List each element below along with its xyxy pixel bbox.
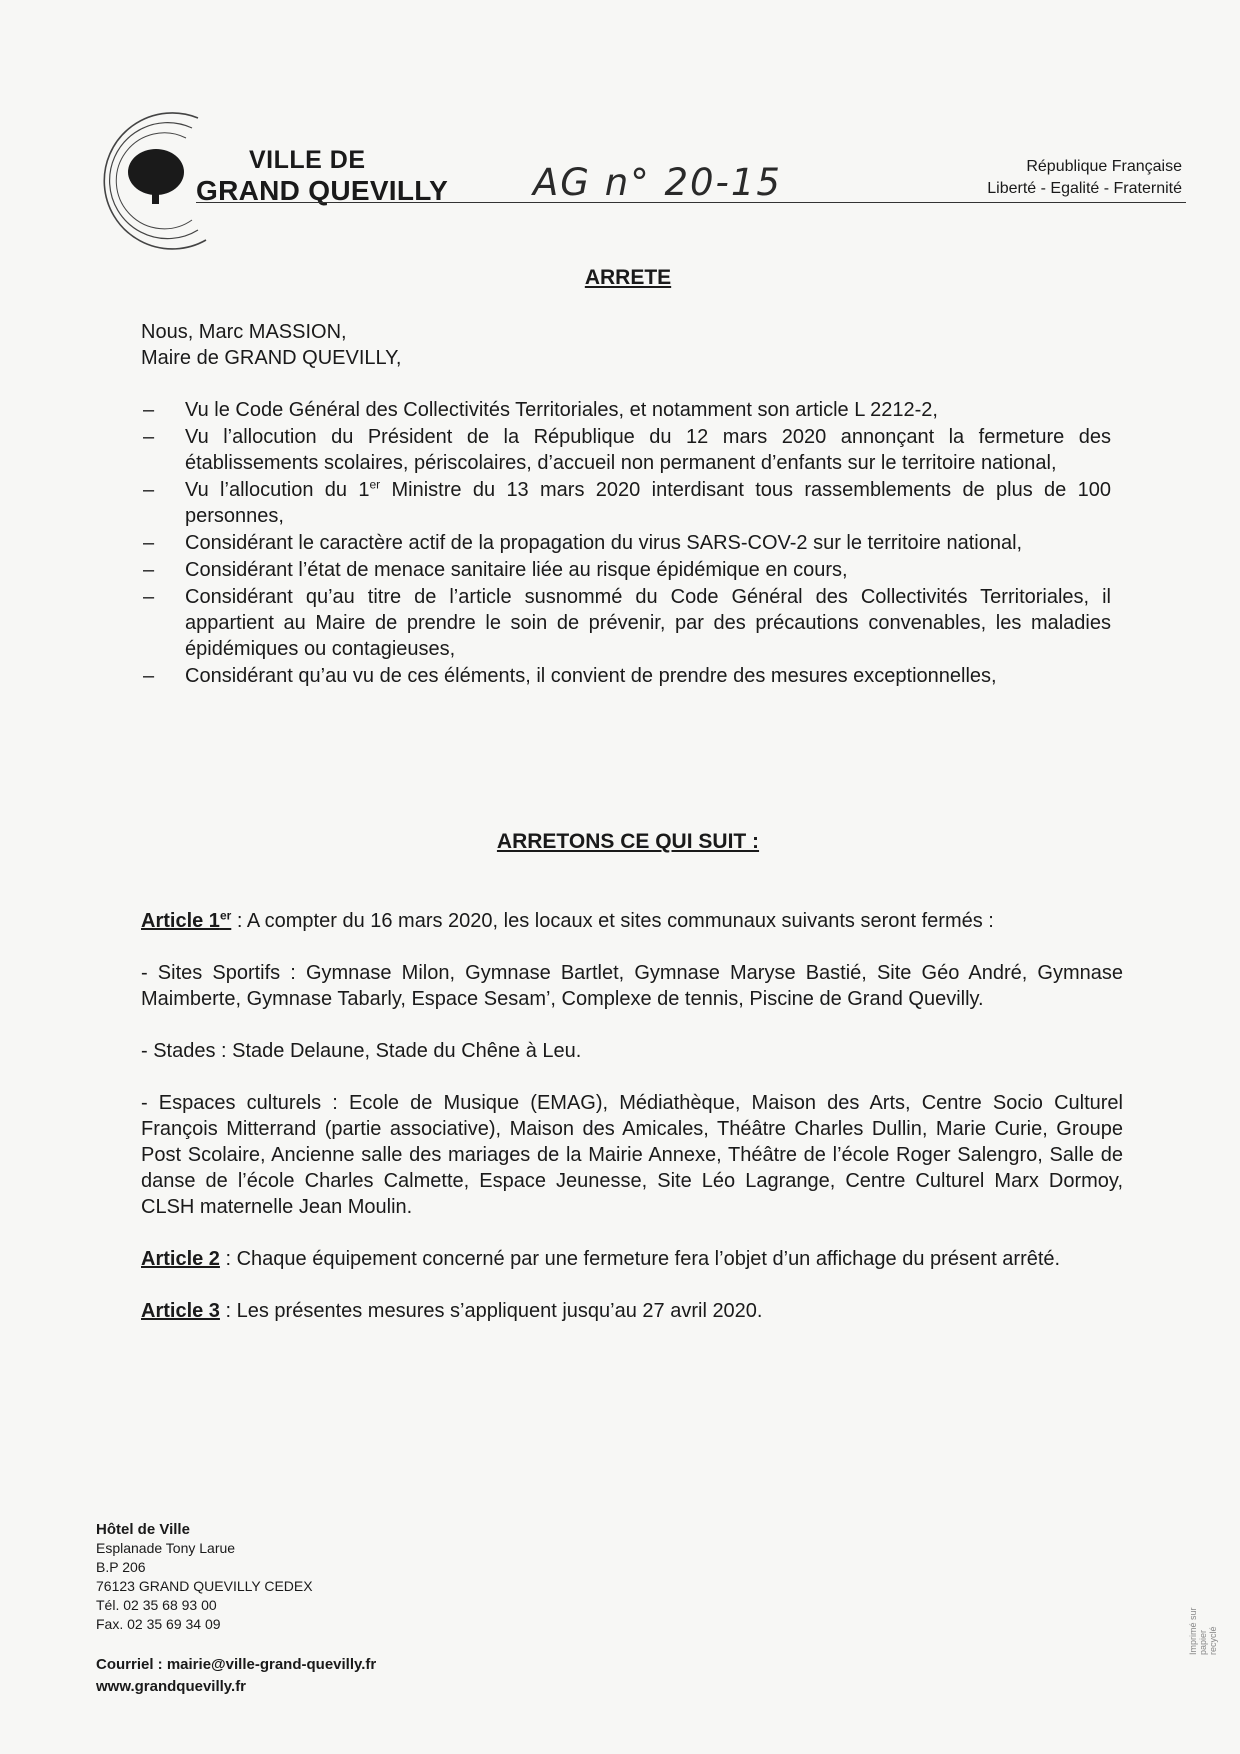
espaces-culturels: - Espaces culturels : Ecole de Musique (EMAG), Médiathèque, Maison des Arts, Centre Socio Culturel François Mitterrand (partie associative), Maison des Amicales, Théâtre Charles Dullin, Marie Curie, Groupe Post Scolaire, Ancienne salle des mariages de la Mairie Annexe, Théâtre de l’école Roger Salengro, Salle de danse de l’école Charles Calmette, Espace Jeunesse, Site Léo Lagrange, Centre Culturel Marx Dormoy, CLSH maternelle Jean Moulin. [141, 1092, 1123, 1218]
republic-line: République Française [1026, 158, 1182, 175]
ministre-sup: er [369, 477, 381, 492]
intro [141, 319, 1123, 371]
city-name: GRAND QUEVILLY [196, 175, 449, 206]
list-item: – Considérant l’état de menace sanitaire liée au risque épidémique en cours, [141, 557, 1111, 583]
document-title: ARRETE [584, 266, 672, 289]
footer-hotel: Hôtel de Ville [96, 1521, 190, 1538]
footer-contact [96, 1654, 376, 1698]
footer-website[interactable]: www.grandquevilly.fr [96, 1678, 247, 1695]
motto-line: Liberté - Egalité - Fraternité [987, 180, 1182, 197]
footer-address-line: Esplanade Tony Larue [96, 1540, 236, 1556]
republic-motto [987, 156, 1182, 200]
article-2 [141, 1246, 1123, 1272]
footer-address [96, 1520, 376, 1698]
recycled-paper-note: Imprimé sur papier recyclé [1188, 1607, 1218, 1655]
list-item: – Vu le Code Général des Collectivités Territoriales, et notamment son article L 2212-2, [141, 397, 1111, 423]
footer-address-line: B.P 206 [96, 1559, 146, 1575]
list-item: – Considérant qu’au titre de l’article susnommé du Code Général des Collectivités Territoriales, il appartient au Maire de prendre le soin de prévenir, par des précautions convenables, les maladies épidémiques ou contagieuses, [141, 584, 1111, 662]
ville-de-label: VILLE DE [249, 146, 366, 174]
article-2-text: : Chaque équipement concerné par une fermeture fera l’objet d’un affichage du présent arrêté. [219, 1248, 1061, 1270]
article-3 [141, 1298, 1123, 1324]
article-1-sup: er [219, 908, 232, 923]
list-item: – Vu l’allocution du Président de la République du 12 mars 2020 annonçant la fermeture des établissements scolaires, périscolaires, d’accueil non permanent d’enfants sur le territoire national, [141, 424, 1111, 476]
ministre-text-after: Ministre du 13 mars 2020 interdisant tous rassemblements de plus de 100 personnes, [185, 479, 1111, 527]
footer-tel: Tél. 02 35 68 93 00 [96, 1597, 217, 1613]
article-2-label: Article 2 [141, 1248, 220, 1270]
intro-line-name: Nous, Marc MASSION, [141, 321, 347, 343]
footer-fax: Fax. 02 35 69 34 09 [96, 1616, 221, 1632]
considerants-list [141, 397, 1111, 690]
footer-email[interactable]: Courriel : mairie@ville-grand-quevilly.fr [96, 1656, 377, 1673]
articles [141, 908, 1123, 1350]
list-item: – Considérant qu’au vu de ces éléments, il convient de prendre des mesures exceptionnelles, [141, 663, 1111, 689]
section-title: ARRETONS CE QUI SUIT : [496, 830, 760, 853]
list-item [141, 477, 1111, 529]
article-1-label [141, 910, 231, 932]
article-3-label: Article 3 [141, 1300, 220, 1322]
article-3-text: : Les présentes mesures s’appliquent jusqu’au 27 avril 2020. [219, 1300, 763, 1322]
article-1-label-text: Article 1 [141, 910, 220, 932]
intro-line-role: Maire de GRAND QUEVILLY, [141, 347, 402, 369]
stades: - Stades : Stade Delaune, Stade du Chêne à Leu. [141, 1040, 582, 1062]
ministre-text-before: Vu l’allocution du 1 [185, 479, 370, 501]
sites-sportifs: - Sites Sportifs : Gymnase Milon, Gymnase Bartlet, Gymnase Maryse Bastié, Site Géo André, Gymnase Maimberte, Gymnase Tabarly, Espace Sesam’, Complexe de tennis, Piscine de Grand Quevilly. [141, 962, 1123, 1010]
article-1 [141, 908, 1123, 934]
footer-address-line: 76123 GRAND QUEVILLY CEDEX [96, 1578, 313, 1594]
article-1-text: : A compter du 16 mars 2020, les locaux et sites communaux suivants seront fermés : [231, 910, 994, 932]
handwritten-reference: AG n° 20-15 [533, 161, 782, 204]
list-item: – Considérant le caractère actif de la propagation du virus SARS-COV-2 sur le territoire national, [141, 530, 1111, 556]
